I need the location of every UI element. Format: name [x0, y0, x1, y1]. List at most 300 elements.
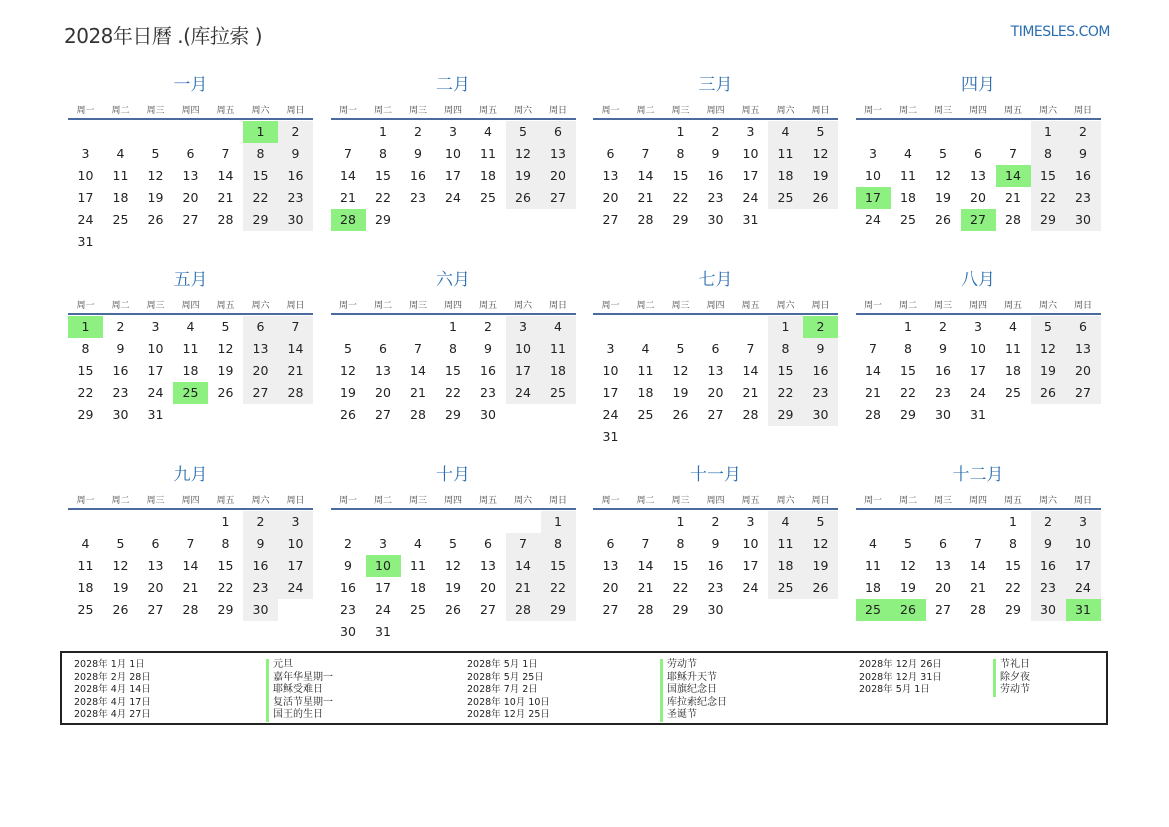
- day-cell: 18: [112, 190, 129, 205]
- legend-date: 2028年 2月 28日: [74, 671, 151, 683]
- legend-names-col-3: [993, 659, 1030, 697]
- legend-date: 2028年 1月 1日: [74, 659, 145, 670]
- day-cell: 4: [869, 536, 877, 551]
- day-cell: 9: [1079, 146, 1087, 161]
- legend-names-col-2: [660, 659, 727, 722]
- day-cell: 23: [707, 190, 724, 205]
- day-cell: 19: [900, 580, 916, 595]
- header-rule: [856, 118, 1101, 120]
- legend-holiday-name: 国旗纪念日: [667, 684, 717, 696]
- day-cell: 14: [742, 363, 759, 378]
- weekday-label: 周一: [601, 106, 620, 116]
- day-cell: 6: [554, 124, 562, 139]
- weekday-label: 周三: [146, 496, 165, 506]
- weekday-label: 周五: [216, 106, 235, 116]
- month-name: 八月: [961, 270, 995, 290]
- day-cell: 9: [484, 341, 492, 356]
- day-cell: 29: [77, 407, 94, 422]
- day-cell: 12: [445, 558, 461, 573]
- day-cell: 12: [935, 168, 951, 183]
- weekday-header: [68, 298, 313, 312]
- day-cell: 14: [287, 341, 304, 356]
- day-cell: 22: [1005, 580, 1021, 595]
- day-cell: 24: [445, 190, 461, 205]
- day-cell: 24: [375, 602, 391, 617]
- weekday-label: 周日: [286, 301, 305, 311]
- day-cell: 9: [256, 536, 265, 551]
- day-cell: 15: [217, 558, 234, 573]
- day-cell: 23: [1075, 190, 1091, 205]
- day-cell: 8: [676, 536, 685, 551]
- day-cell: 18: [480, 168, 496, 183]
- day-cell: 11: [550, 341, 566, 356]
- legend-holiday-name: 元旦: [273, 659, 293, 670]
- weekday-label: 周三: [671, 106, 690, 116]
- day-cell: 1: [904, 319, 912, 334]
- day-cell: 22: [217, 580, 234, 595]
- day-cell: 8: [221, 536, 230, 551]
- weekday-label: 周一: [863, 301, 882, 311]
- day-cell: 2: [1079, 124, 1087, 139]
- day-cell: 16: [935, 363, 951, 378]
- day-cell: 22: [77, 385, 94, 400]
- day-cell: 19: [340, 385, 356, 400]
- day-cell: 18: [182, 363, 199, 378]
- legend-date: 2028年 12月 26日: [859, 659, 942, 670]
- day-cell: 30: [812, 407, 829, 422]
- weekday-label: 周四: [181, 301, 200, 311]
- weekday-label: 周四: [968, 106, 987, 116]
- day-cell: 17: [515, 363, 531, 378]
- day-cell: 3: [151, 319, 160, 334]
- day-cell: 17: [602, 385, 619, 400]
- month-1: [68, 73, 313, 263]
- header-rule: [593, 313, 838, 315]
- weekday-label: 周日: [1073, 106, 1092, 116]
- day-cell: 18: [410, 580, 426, 595]
- day-cell: 7: [869, 341, 877, 356]
- day-cell: 10: [742, 146, 759, 161]
- day-cell: 10: [970, 341, 986, 356]
- month-name: 十一月: [690, 465, 741, 485]
- weekday-label: 周五: [741, 496, 760, 506]
- month-10: [331, 463, 576, 653]
- month-name: 二月: [436, 75, 470, 95]
- holiday-day-cell: 28: [331, 209, 366, 231]
- day-cell: 27: [182, 212, 199, 227]
- day-cell: 28: [742, 407, 759, 422]
- weekday-label: 周四: [968, 301, 987, 311]
- day-cell: 30: [480, 407, 496, 422]
- day-cell: 9: [816, 341, 825, 356]
- day-cell: 19: [1040, 363, 1056, 378]
- day-cell: 5: [904, 536, 912, 551]
- day-cell: 22: [445, 385, 461, 400]
- day-cell: 9: [1044, 536, 1052, 551]
- day-cell: 26: [672, 407, 689, 422]
- holiday-day-cell: 26: [891, 599, 926, 621]
- month-name: 十二月: [952, 465, 1004, 485]
- day-cell: 9: [711, 146, 720, 161]
- weekday-label: 周日: [1073, 301, 1092, 311]
- weekday-label: 周日: [286, 496, 305, 506]
- day-cell: 25: [480, 190, 496, 205]
- weekday-label: 周二: [111, 301, 130, 311]
- day-cell: 24: [147, 385, 164, 400]
- day-cell: 27: [707, 407, 724, 422]
- weekday-label: 周五: [1003, 106, 1022, 116]
- day-cell: 26: [812, 190, 829, 205]
- day-cell: 21: [287, 363, 304, 378]
- day-cell: 26: [1040, 385, 1056, 400]
- weekday-label: 周五: [1003, 496, 1022, 506]
- day-cell: 16: [112, 363, 129, 378]
- weekday-label: 周三: [933, 106, 952, 116]
- weekday-label: 周三: [933, 496, 952, 506]
- day-cell: 16: [287, 168, 304, 183]
- day-cell: 26: [515, 190, 531, 205]
- weekday-label: 周四: [968, 496, 987, 506]
- weekday-label: 周三: [146, 301, 165, 311]
- weekday-label: 周日: [811, 496, 830, 506]
- weekday-label: 周六: [776, 106, 795, 116]
- holiday-day-cell: 2: [803, 316, 838, 338]
- month-2: [331, 73, 576, 263]
- month-3: [593, 73, 838, 263]
- day-cell: 16: [1075, 168, 1091, 183]
- day-cell: 17: [77, 190, 94, 205]
- day-cell: 5: [676, 341, 685, 356]
- day-cell: 2: [484, 319, 492, 334]
- day-cell: 14: [865, 363, 881, 378]
- day-cell: 22: [672, 190, 689, 205]
- legend-holiday-name: 除夕夜: [1000, 671, 1030, 683]
- month-name: 九月: [173, 465, 208, 485]
- day-cell: 10: [445, 146, 461, 161]
- legend-date: 2028年 5月 25日: [467, 671, 544, 683]
- day-cell: 11: [1005, 341, 1021, 356]
- day-cell: 24: [742, 190, 759, 205]
- day-cell: 1: [449, 319, 457, 334]
- day-cell: 12: [812, 536, 829, 551]
- day-cell: 29: [252, 212, 269, 227]
- day-cell: 23: [707, 580, 724, 595]
- weekday-label: 周六: [1038, 106, 1057, 116]
- day-cell: 13: [480, 558, 496, 573]
- day-cell: 4: [484, 124, 492, 139]
- day-cell: 2: [344, 536, 352, 551]
- day-cell: 21: [410, 385, 426, 400]
- day-cell: 1: [1044, 124, 1052, 139]
- day-cell: 13: [707, 363, 724, 378]
- holiday-day-cell: 31: [1066, 599, 1101, 621]
- day-cell: 3: [379, 536, 387, 551]
- day-cell: 29: [672, 602, 689, 617]
- day-cell: 24: [970, 385, 986, 400]
- day-cell: 27: [550, 190, 566, 205]
- day-cell: 2: [116, 319, 125, 334]
- weekday-label: 周三: [408, 496, 427, 506]
- day-cell: 27: [375, 407, 391, 422]
- month-name: 五月: [173, 270, 208, 290]
- legend-date: 2028年 7月 2日: [467, 684, 538, 696]
- day-cell: 9: [291, 146, 300, 161]
- holiday-legend: [60, 651, 1108, 725]
- day-cell: 23: [112, 385, 129, 400]
- weekday-label: 周二: [373, 496, 392, 506]
- day-cell: 10: [865, 168, 881, 183]
- day-cell: 3: [974, 319, 982, 334]
- day-cell: 5: [221, 319, 230, 334]
- day-cell: 9: [116, 341, 125, 356]
- month-11: [593, 463, 838, 653]
- day-cell: 29: [1040, 212, 1056, 227]
- day-cell: 20: [970, 190, 986, 205]
- legend-holiday-name: 嘉年华星期一: [273, 671, 333, 683]
- weekday-header: [331, 298, 576, 312]
- day-cell: 3: [519, 319, 527, 334]
- day-cell: 30: [112, 407, 129, 422]
- day-cell: 6: [974, 146, 982, 161]
- weekday-header: [68, 103, 313, 117]
- day-cell: 20: [550, 168, 566, 183]
- day-cell: 4: [781, 124, 790, 139]
- weekday-header: [593, 493, 838, 507]
- legend-date: 2028年 5月 1日: [859, 684, 930, 696]
- day-cell: 25: [410, 602, 426, 617]
- day-cell: 8: [1009, 536, 1017, 551]
- header-rule: [856, 313, 1101, 315]
- site-name[interactable]: TIMESLES.COM: [1010, 24, 1110, 40]
- legend-holiday-name: 复活节星期一: [273, 696, 333, 708]
- day-cell: 17: [1075, 558, 1091, 573]
- weekday-label: 周日: [811, 106, 830, 116]
- day-cell: 28: [865, 407, 881, 422]
- day-cell: 5: [344, 341, 352, 356]
- day-cell: 14: [970, 558, 986, 573]
- legend-dates-col-3: [859, 659, 942, 697]
- day-cell: 20: [182, 190, 199, 205]
- day-cell: 11: [900, 168, 916, 183]
- day-cell: 12: [340, 363, 356, 378]
- header-rule: [331, 313, 576, 315]
- day-cell: 4: [81, 536, 90, 551]
- day-cell: 15: [252, 168, 269, 183]
- day-cell: 6: [1079, 319, 1087, 334]
- day-cell: 8: [904, 341, 912, 356]
- day-cell: 15: [77, 363, 94, 378]
- day-cell: 30: [340, 624, 356, 639]
- day-cell: 29: [217, 602, 234, 617]
- header-rule: [68, 118, 313, 120]
- weekday-label: 周三: [671, 301, 690, 311]
- day-cell: 28: [287, 385, 304, 400]
- day-cell: 10: [287, 536, 304, 551]
- day-cell: 19: [445, 580, 461, 595]
- day-cell: 3: [449, 124, 457, 139]
- day-cell: 12: [1040, 341, 1056, 356]
- weekday-label: 周五: [216, 496, 235, 506]
- legend-names-col-1: [266, 659, 333, 722]
- day-cell: 15: [777, 363, 794, 378]
- weekday-label: 周二: [373, 106, 392, 116]
- day-cell: 27: [602, 602, 619, 617]
- day-cell: 22: [252, 190, 269, 205]
- month-name: 十月: [436, 465, 470, 485]
- weekday-label: 周二: [111, 106, 130, 116]
- day-cell: 7: [641, 146, 650, 161]
- weekday-label: 周四: [181, 106, 200, 116]
- day-cell: 21: [340, 190, 356, 205]
- day-cell: 30: [707, 212, 724, 227]
- day-cell: 18: [777, 168, 794, 183]
- month-7: [593, 268, 838, 458]
- day-cell: 1: [1009, 514, 1017, 529]
- weekday-label: 周四: [443, 496, 462, 506]
- day-cell: 15: [375, 168, 391, 183]
- weekday-label: 周四: [443, 106, 462, 116]
- day-cell: 24: [602, 407, 619, 422]
- weekday-label: 周日: [548, 496, 567, 506]
- holiday-day-cell: 25: [856, 599, 891, 621]
- day-cell: 5: [151, 146, 160, 161]
- day-cell: 23: [410, 190, 426, 205]
- day-cell: 14: [182, 558, 199, 573]
- day-cell: 29: [375, 212, 391, 227]
- day-cell: 14: [340, 168, 356, 183]
- day-cell: 1: [554, 514, 562, 529]
- weekday-label: 周二: [636, 496, 655, 506]
- month-name: 四月: [961, 75, 995, 95]
- day-cell: 28: [637, 212, 654, 227]
- weekday-label: 周五: [478, 496, 497, 506]
- day-cell: 18: [865, 580, 881, 595]
- header-rule: [68, 508, 313, 510]
- weekday-label: 周二: [898, 106, 917, 116]
- weekday-label: 周五: [216, 301, 235, 311]
- day-cell: 7: [1009, 146, 1017, 161]
- day-cell: 15: [445, 363, 461, 378]
- weekday-label: 周日: [286, 106, 305, 116]
- weekday-header: [593, 103, 838, 117]
- day-cell: 6: [606, 536, 615, 551]
- legend-holiday-name: 国王的生日: [273, 709, 323, 721]
- day-cell: 20: [147, 580, 164, 595]
- day-cell: 3: [606, 341, 615, 356]
- legend-date: 2028年 10月 10日: [467, 696, 550, 708]
- month-name: 一月: [173, 75, 208, 95]
- day-cell: 12: [672, 363, 689, 378]
- weekday-label: 周六: [251, 106, 270, 116]
- legend-holiday-name: 节礼日: [1000, 659, 1030, 670]
- weekday-label: 周四: [443, 301, 462, 311]
- day-cell: 7: [344, 146, 352, 161]
- day-cell: 19: [112, 580, 129, 595]
- weekday-label: 周三: [408, 301, 427, 311]
- day-cell: 16: [480, 363, 496, 378]
- weekday-label: 周一: [76, 301, 95, 311]
- day-cell: 26: [812, 580, 829, 595]
- weekday-label: 周六: [1038, 496, 1057, 506]
- day-cell: 19: [672, 385, 689, 400]
- day-cell: 13: [602, 558, 619, 573]
- day-cell: 25: [900, 212, 916, 227]
- day-cell: 30: [1075, 212, 1091, 227]
- day-cell: 1: [676, 124, 685, 139]
- day-cell: 26: [340, 407, 356, 422]
- day-cell: 21: [515, 580, 531, 595]
- weekday-header: [856, 493, 1101, 507]
- holiday-day-cell: 25: [173, 382, 208, 404]
- day-cell: 4: [554, 319, 562, 334]
- day-cell: 5: [816, 124, 825, 139]
- day-cell: 12: [147, 168, 164, 183]
- weekday-label: 周一: [601, 301, 620, 311]
- day-cell: 15: [550, 558, 566, 573]
- day-cell: 6: [256, 319, 265, 334]
- day-cell: 19: [812, 168, 829, 183]
- day-cell: 7: [974, 536, 982, 551]
- day-cell: 27: [480, 602, 496, 617]
- day-cell: 15: [1040, 168, 1056, 183]
- day-cell: 7: [414, 341, 422, 356]
- day-cell: 14: [637, 168, 654, 183]
- day-cell: 13: [970, 168, 986, 183]
- holiday-day-cell: 1: [243, 121, 278, 143]
- weekday-label: 周四: [706, 301, 725, 311]
- day-cell: 29: [672, 212, 689, 227]
- header-rule: [593, 508, 838, 510]
- day-cell: 8: [256, 146, 265, 161]
- day-cell: 2: [256, 514, 265, 529]
- weekday-label: 周五: [478, 301, 497, 311]
- weekday-label: 周六: [251, 301, 270, 311]
- day-cell: 20: [602, 190, 619, 205]
- month-8: [856, 268, 1101, 458]
- day-cell: 15: [1005, 558, 1021, 573]
- day-cell: 10: [602, 363, 619, 378]
- day-cell: 24: [515, 385, 531, 400]
- weekday-label: 周六: [1038, 301, 1057, 311]
- header-rule: [593, 118, 838, 120]
- day-cell: 15: [900, 363, 916, 378]
- year-calendar-grid: [68, 73, 1102, 643]
- legend-holiday-name: 圣诞节: [667, 709, 697, 721]
- day-cell: 16: [707, 558, 724, 573]
- header-rule: [68, 313, 313, 315]
- day-cell: 19: [812, 558, 829, 573]
- day-cell: 13: [375, 363, 391, 378]
- day-cell: 29: [550, 602, 566, 617]
- weekday-label: 周六: [513, 301, 532, 311]
- day-cell: 12: [112, 558, 129, 573]
- weekday-label: 周四: [706, 496, 725, 506]
- day-cell: 7: [746, 341, 755, 356]
- day-cell: 19: [935, 190, 951, 205]
- day-cell: 2: [939, 319, 947, 334]
- day-cell: 28: [217, 212, 234, 227]
- day-cell: 2: [291, 124, 300, 139]
- day-cell: 28: [182, 602, 199, 617]
- weekday-label: 周一: [338, 496, 357, 506]
- day-cell: 26: [935, 212, 951, 227]
- weekday-label: 周二: [111, 496, 130, 506]
- day-cell: 18: [1005, 363, 1021, 378]
- day-cell: 21: [217, 190, 234, 205]
- weekday-label: 周一: [76, 496, 95, 506]
- day-cell: 9: [344, 558, 352, 573]
- weekday-label: 周二: [898, 496, 917, 506]
